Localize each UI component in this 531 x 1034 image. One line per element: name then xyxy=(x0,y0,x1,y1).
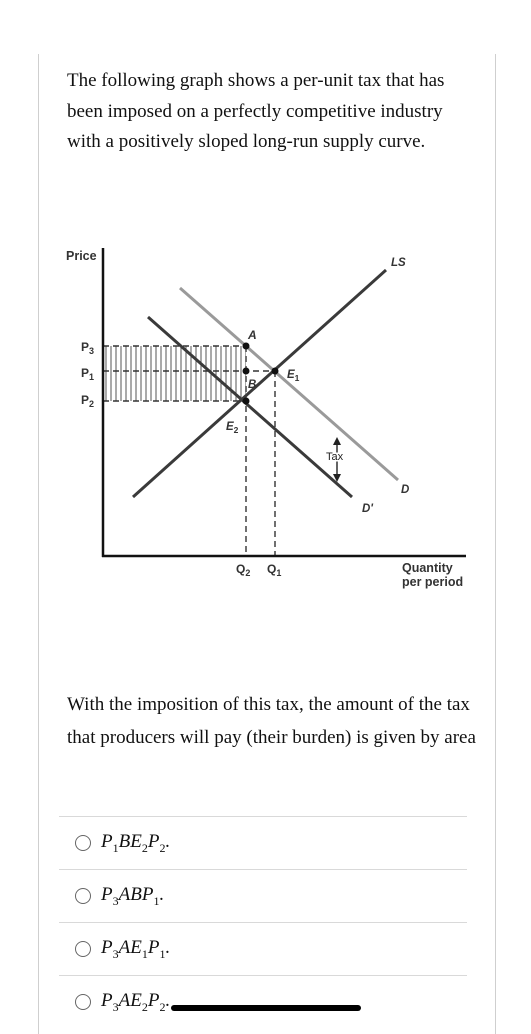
point-e1-label: $E_1$ xyxy=(287,369,300,383)
question-intro: The following graph shows a per-unit tax that has been imposed on a perfectly competitive industry with a positively sloped long-run supply curve. xyxy=(67,70,445,152)
answer-option-2[interactable] xyxy=(59,869,467,922)
q1-label: $Q_1$ xyxy=(267,562,282,578)
ls-curve-label: LS xyxy=(391,257,406,269)
radio-icon[interactable] xyxy=(75,994,91,1010)
answer-option-1[interactable] xyxy=(59,816,467,869)
answer-option-label: $P_3AE_2P_2$. xyxy=(101,989,171,1014)
answer-option-3[interactable] xyxy=(59,922,467,975)
answer-option-label: $P_1BE_2P_2$. xyxy=(101,830,171,855)
home-indicator xyxy=(171,1005,361,1011)
point-e2-label: $E_2$ xyxy=(226,421,239,435)
point-a xyxy=(243,343,250,350)
answer-option-label: $P_3AE_1P_1$. xyxy=(101,936,171,961)
tax-arrow-up-icon xyxy=(333,437,341,445)
radio-icon[interactable] xyxy=(75,941,91,957)
p2-label: $P_2$ xyxy=(81,393,95,409)
x-axis-label-line2: per period xyxy=(402,575,464,589)
question-prompt: With the imposition of this tax, the amount of the tax that producers will pay (their burden) is given by area xyxy=(67,694,476,748)
demand-curve-d-prime xyxy=(148,317,352,497)
point-e2 xyxy=(243,398,250,405)
p3-label: $P_3$ xyxy=(81,340,95,356)
answer-options xyxy=(59,816,467,1028)
p1-label: $P_1$ xyxy=(81,366,95,382)
point-b xyxy=(243,368,250,375)
x-axis-label-line1: Quantity xyxy=(402,561,453,575)
tax-area-upper xyxy=(103,346,246,371)
radio-icon[interactable] xyxy=(75,888,91,904)
answer-option-4[interactable] xyxy=(59,975,467,1028)
y-axis-label: Price xyxy=(66,249,97,263)
point-e1 xyxy=(272,368,279,375)
point-a-label: A xyxy=(248,328,257,342)
radio-icon[interactable] xyxy=(75,835,91,851)
point-b-label: B xyxy=(248,379,257,391)
q2-label: $Q_2$ xyxy=(236,562,251,578)
tax-label: Tax xyxy=(326,451,344,463)
d-curve-label: D xyxy=(401,484,410,496)
d-prime-curve-label: D' xyxy=(362,503,374,515)
answer-option-label: $P_3ABP_1$. xyxy=(101,883,165,908)
